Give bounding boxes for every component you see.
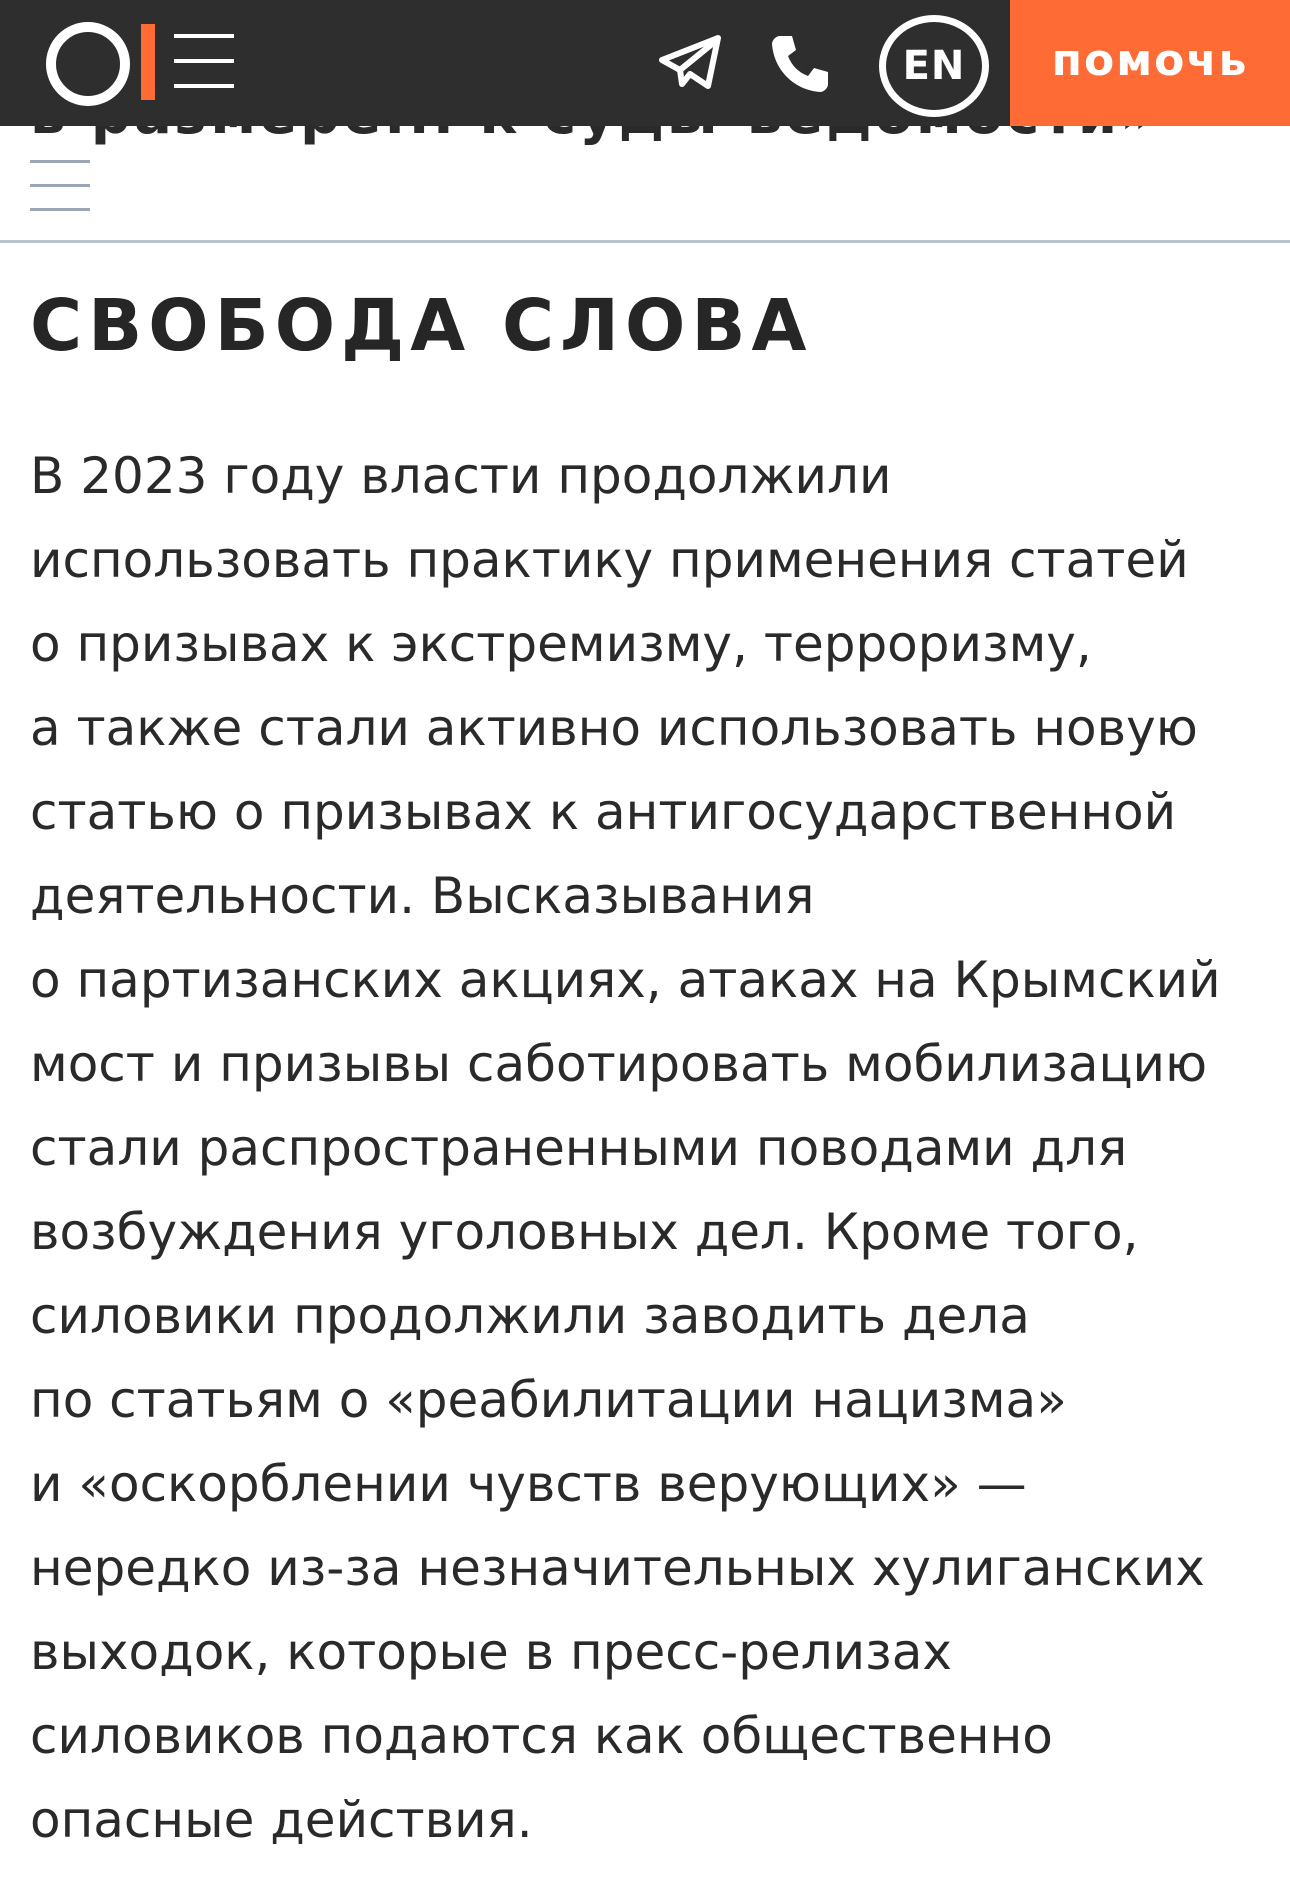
paragraph-line: стали распространенными поводами для <box>30 1119 1128 1177</box>
menu-icon[interactable] <box>174 34 234 88</box>
paragraph-line: силовики продолжили заводить дела <box>30 1287 1030 1345</box>
paragraph-line: В 2023 году власти продолжили <box>30 447 892 505</box>
paragraph-line: а также стали активно использовать новую <box>30 699 1198 757</box>
paragraph-line: опасные действия. <box>30 1791 533 1849</box>
paragraph-line: использовать практику применения статей <box>30 531 1189 589</box>
telegram-icon[interactable] <box>660 34 722 90</box>
paragraph-line: и «оскорблении чувств верующих» — <box>30 1455 1027 1513</box>
paragraph-line: выходок, которые в пресс-релизах <box>30 1623 952 1681</box>
section-title: СВОБОДА СЛОВА <box>30 284 813 367</box>
logo-circle <box>46 22 130 106</box>
language-switch-button[interactable]: EN <box>879 15 989 117</box>
paragraph-line: деятельности. Высказывания <box>30 867 815 925</box>
logo-bar <box>141 24 155 100</box>
help-button[interactable]: помочь <box>1010 0 1290 126</box>
paragraph-line: мост и призывы саботировать мобилизацию <box>30 1035 1208 1093</box>
paragraph-line: нередко из-за незначительных хулиганских <box>30 1539 1205 1597</box>
paragraph-line: о призывах к экстремизму, терроризму, <box>30 615 1092 673</box>
site-logo[interactable] <box>46 22 166 102</box>
top-bar <box>0 0 1290 126</box>
paragraph-line: о партизанских акциях, атаках на Крымский <box>30 951 1221 1009</box>
paragraph-line: статью о призывах к антигосударственной <box>30 783 1177 841</box>
paragraph-line: по статьям о «реабилитации нацизма» <box>30 1371 1067 1429</box>
paragraph-line: силовиков подаются как общественно <box>30 1707 1053 1765</box>
paragraph-line: возбуждения уголовных дел. Кроме того, <box>30 1203 1139 1261</box>
phone-icon[interactable] <box>768 32 830 94</box>
article-paragraph <box>30 434 1270 1862</box>
sticky-section-header <box>0 126 1290 243</box>
list-icon[interactable] <box>30 160 90 212</box>
